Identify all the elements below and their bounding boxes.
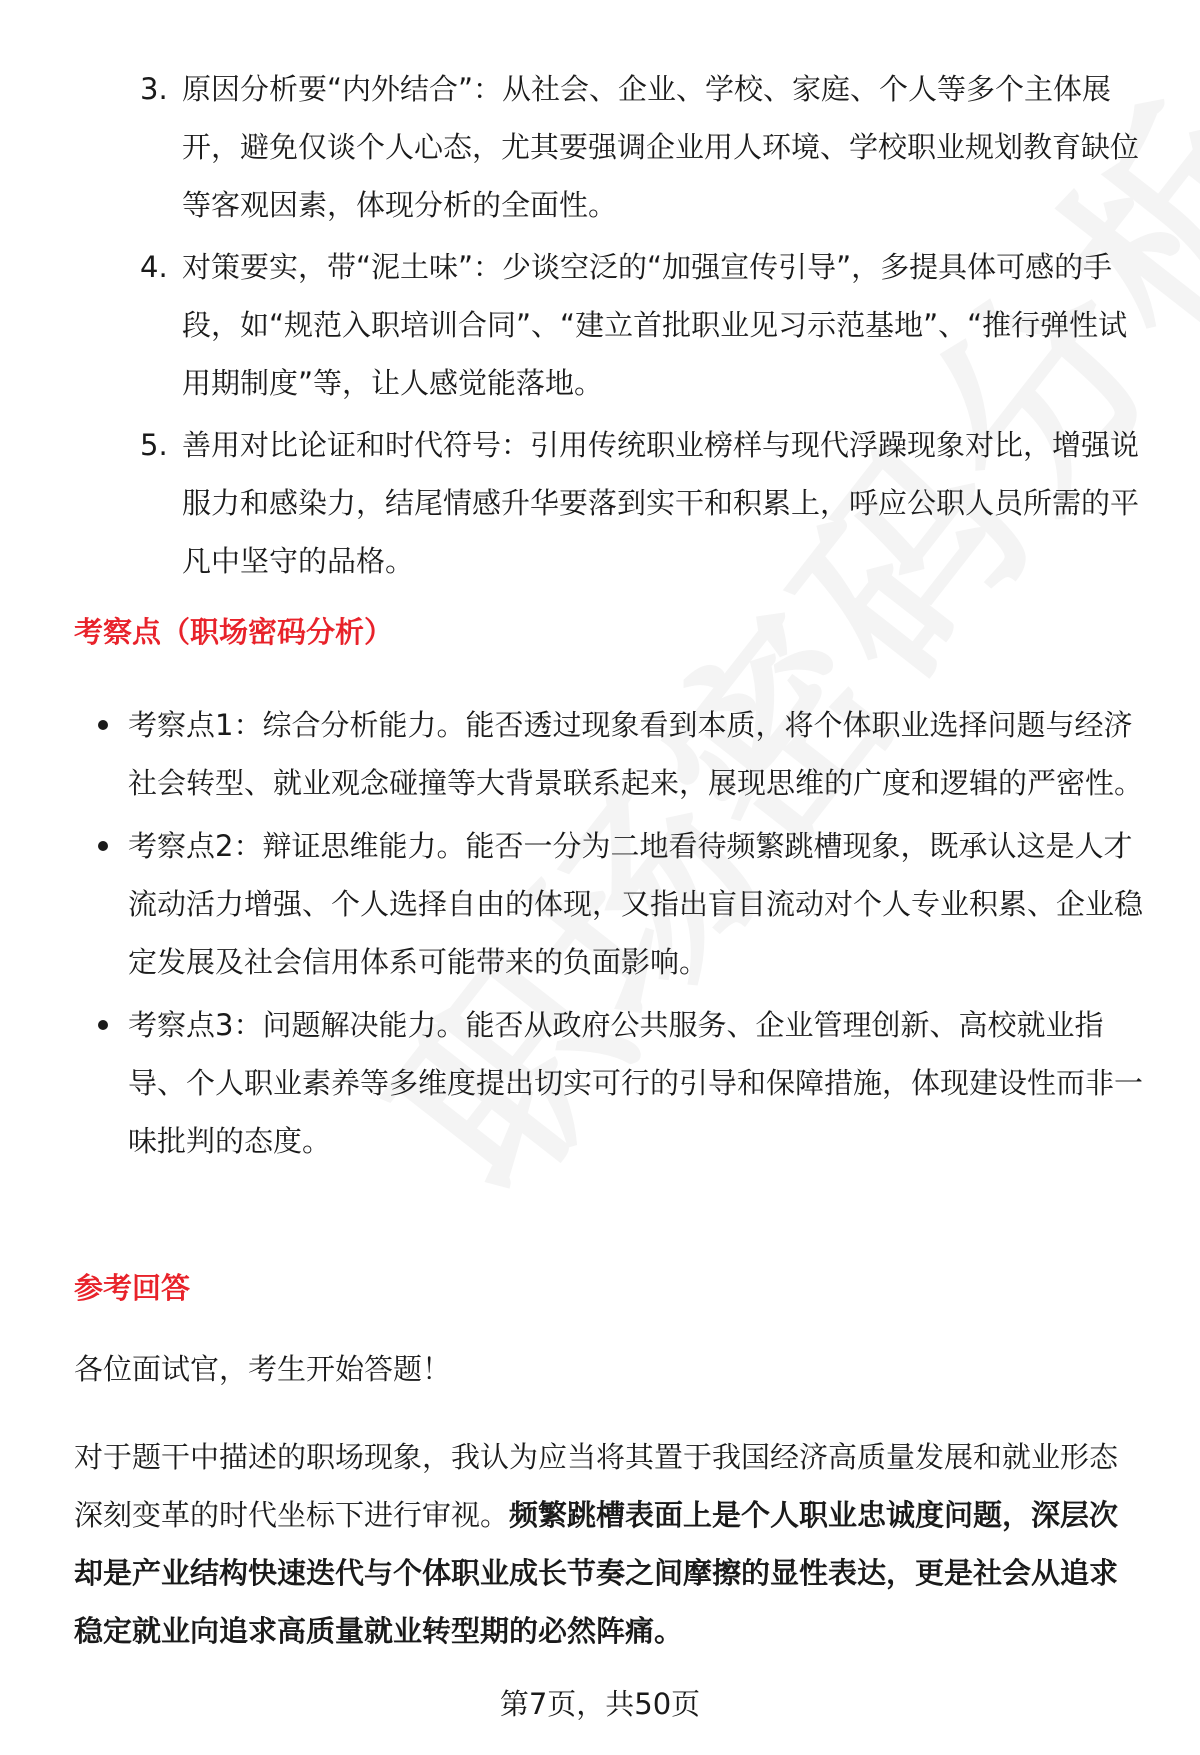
- bullet-item: [98, 996, 1143, 1170]
- section-heading-exam-points: 考察点（职场密码分析）: [74, 615, 394, 649]
- bullet-dot-icon: [98, 841, 108, 851]
- bullet-list: [98, 696, 1143, 1175]
- list-item: [140, 60, 1140, 234]
- bullet-item: [98, 817, 1143, 991]
- list-item-text: 对策要实，带“泥土味”：少谈空泛的“加强宣传引导”，多提具体可感的手段，如“规范入职培训合同”、“建立首批职业见习示范基地”、“推行弹性试用期制度”等，让人感觉能落地。: [182, 250, 1128, 400]
- bullet-dot-icon: [98, 1020, 108, 1030]
- bullet-item-text: 考察点1：综合分析能力。能否透过现象看到本质，将个体职业选择问题与经济社会转型、就业观念碰撞等大背景联系起来，展现思维的广度和逻辑的严密性。: [128, 708, 1144, 800]
- bullet-item: [98, 696, 1143, 812]
- numbered-list: [140, 60, 1140, 594]
- answer-paragraph: [74, 1428, 1146, 1660]
- answer-opening: 各位面试官，考生开始答题！: [74, 1352, 452, 1386]
- bullet-dot-icon: [98, 720, 108, 730]
- answer-paragraph-normal: 对于题干中描述的职场现象，我认为应当将其置于我国经济高质量发展和就业形态深刻变革的时代坐标下进行审视。: [74, 1440, 1119, 1532]
- list-item-text: 善用对比论证和时代符号：引用传统职业榜样与现代浮躁现象对比，增强说服力和感染力，结尾情感升华要落到实干和积累上，呼应公职人员所需的平凡中坚守的品格。: [182, 428, 1140, 578]
- list-item: [140, 416, 1140, 590]
- list-item-number: 5.: [140, 428, 168, 462]
- answer-paragraph-bold: 频繁跳槽表面上是个人职业忠诚度问题，深层次却是产业结构快速迭代与个体职业成长节奏之间摩擦的显性表达，更是社会从追求稳定就业向追求高质量就业转型期的必然阵痛。: [74, 1498, 1119, 1648]
- page-number-footer: 第7页，共50页: [499, 1687, 701, 1721]
- section-heading-reference-answer: 参考回答: [74, 1271, 191, 1305]
- list-item: [140, 238, 1140, 412]
- bullet-item-text: 考察点2：辩证思维能力。能否一分为二地看待频繁跳槽现象，既承认这是人才流动活力增强、个人选择自由的体现，又指出盲目流动对个人专业积累、企业稳定发展及社会信用体系可能带来的负面影响。: [128, 829, 1144, 979]
- list-item-number: 4.: [140, 250, 168, 284]
- list-item-number: 3.: [140, 72, 168, 106]
- list-item-text: 原因分析要“内外结合”：从社会、企业、学校、家庭、个人等多个主体展开，避免仅谈个人心态，尤其要强调企业用人环境、学校职业规划教育缺位等客观因素，体现分析的全面性。: [182, 72, 1140, 222]
- bullet-item-text: 考察点3：问题解决能力。能否从政府公共服务、企业管理创新、高校就业指导、个人职业素养等多维度提出切实可行的引导和保障措施，体现建设性而非一味批判的态度。: [128, 1008, 1144, 1158]
